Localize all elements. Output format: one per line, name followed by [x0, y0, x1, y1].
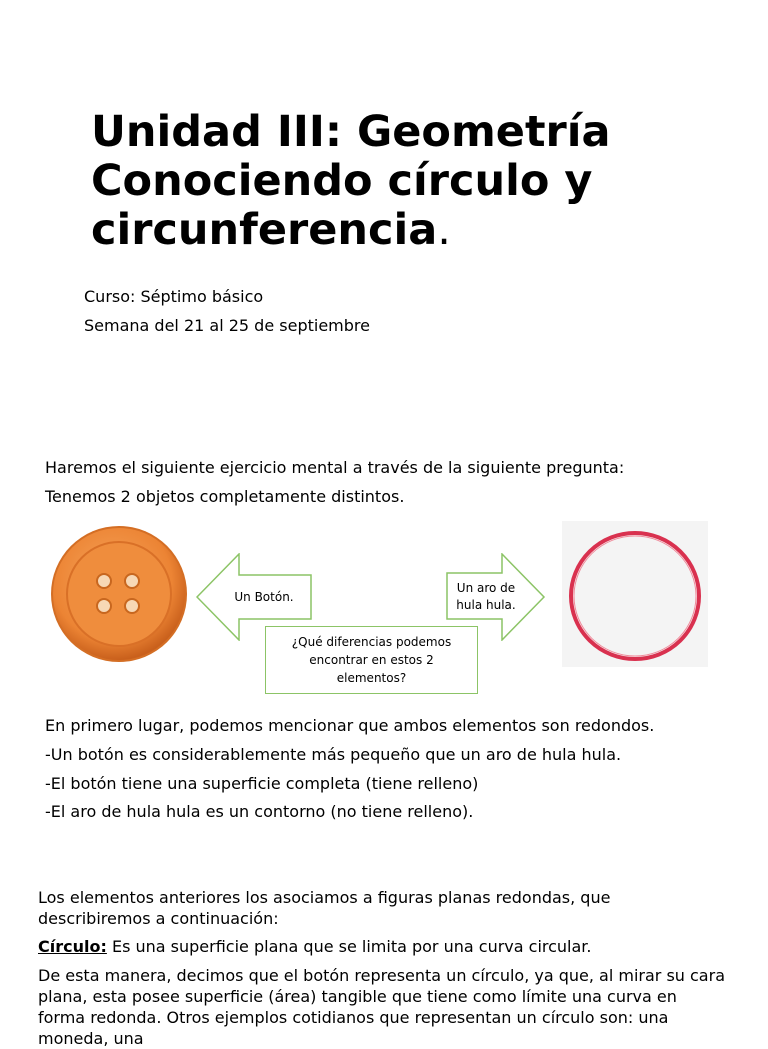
title-period: .: [437, 205, 451, 255]
button-image: [48, 522, 190, 667]
observation-4: -El aro de hula hula es un contorno (no tiene relleno).: [45, 802, 474, 821]
observation-1: En primero lugar, podemos mencionar que ambos elementos son redondos.: [45, 716, 655, 735]
title-line-1: Unidad III: Geometría: [91, 107, 611, 157]
circle-definition-text: Es una superficie plana que se limita por una curva circular.: [106, 937, 592, 956]
circle-term: Círculo:: [38, 937, 107, 956]
circle-example: De esta manera, decimos que el botón representa un círculo, ya que, al mirar su cara plana, esta posee superficie (área) tangible que tiene como límite una curva en forma redonda. Otros ejemplos cotidianos que representan un círculo son: una moneda, una: [38, 966, 725, 1048]
question-box: [265, 626, 478, 694]
observation-3: -El botón tiene una superficie completa (tiene relleno): [45, 774, 479, 793]
question-text: ¿Qué diferencias podemos encontrar en estos 2 elementos?: [291, 635, 452, 685]
right-arrow-label-line-1: Un aro de: [456, 581, 516, 595]
title-line-3: circunferencia: [91, 205, 438, 255]
left-arrow-label: Un Botón.: [234, 590, 294, 604]
course-text: Curso: Séptimo básico: [84, 287, 264, 306]
intro-line-2: Tenemos 2 objetos completamente distintos.: [45, 487, 405, 506]
right-arrow-label: [448, 580, 524, 614]
right-arrow-label-line-2: hula hula.: [456, 598, 516, 612]
page-title: [91, 108, 731, 255]
week-text: Semana del 21 al 25 de septiembre: [84, 316, 370, 335]
hula-hoop-image: [562, 521, 708, 667]
definitions-intro: Los elementos anteriores los asociamos a figuras planas redondas, que describiremos a continuación:: [38, 888, 611, 928]
intro-line-1: Haremos el siguiente ejercicio mental a través de la siguiente pregunta:: [45, 458, 625, 477]
title-line-2: Conociendo círculo y: [91, 156, 593, 206]
circle-definition: [38, 937, 592, 957]
observation-2: -Un botón es considerablemente más pequeño que un aro de hula hula.: [45, 745, 622, 764]
